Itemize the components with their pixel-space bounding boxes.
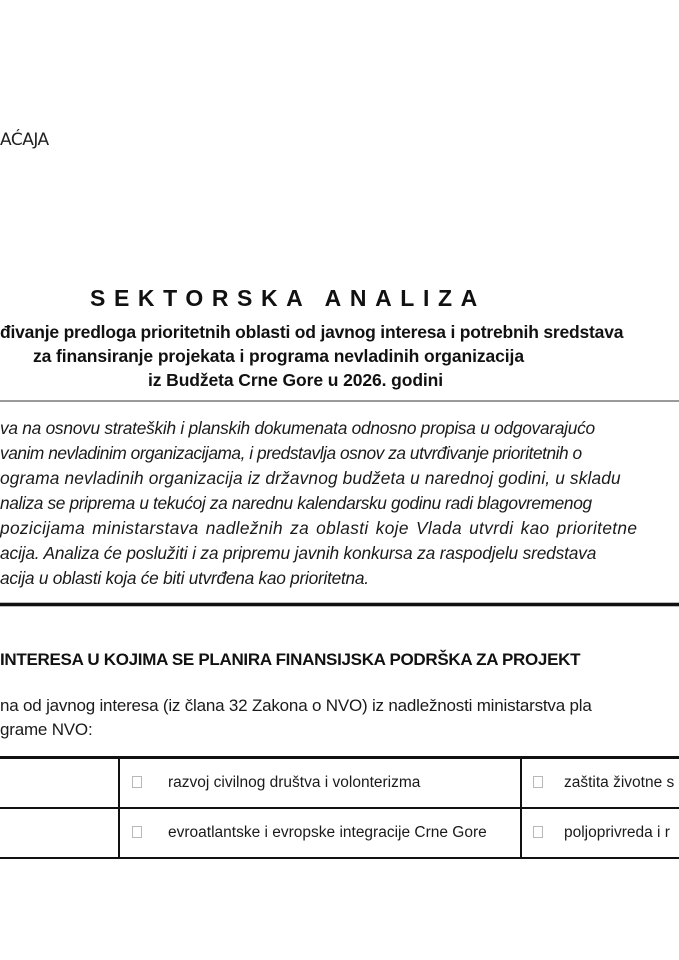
checkbox-agriculture[interactable] — [533, 826, 543, 838]
section-body-line: grame NVO: — [0, 720, 93, 739]
priority-areas-table — [0, 756, 679, 859]
table-row — [0, 758, 679, 809]
table-cell-option — [119, 758, 521, 809]
subtitle-line-2: za finansiranje projekata i programa nevladinih organizacija — [33, 346, 524, 366]
checkbox-civil-society[interactable] — [132, 776, 142, 788]
checkbox-environment[interactable] — [533, 776, 543, 788]
divider-thin — [0, 400, 679, 402]
intro-line: pozicijama ministarstava nadležnih za oblasti koje Vlada utvrdi kao prioritetne — [0, 518, 638, 538]
header-fragment: AĆAJA — [0, 130, 49, 150]
intro-line: ograma nevladinih organizacija iz državnog budžeta u narednoj godini, u skladu — [0, 468, 621, 488]
table-cell-empty — [0, 758, 119, 809]
intro-line: acija. Analiza će poslužiti i za pripremu javnih konkursa za raspodjelu sredstava — [0, 543, 597, 563]
option-label: poljoprivreda i r — [564, 824, 670, 841]
option-label: razvoj civilnog društva i volonterizma — [168, 774, 421, 791]
section-body-line: na od javnog interesa (iz člana 32 Zakona o NVO) iz nadležnosti ministarstva pla — [0, 696, 592, 715]
option-label: evroatlantske i evropske integracije Crne Gore — [168, 824, 487, 841]
subtitle-line-1: đivanje predloga prioritetnih oblasti od javnog interesa i potrebnih sredstava — [0, 322, 624, 342]
intro-line: va na osnovu strateških i planskih dokumenata odnosno propisa u odgovarajućo — [0, 418, 595, 438]
intro-line: vanim nevladinim organizacijama, i predstavlja osnov za utvrđivanje prioritetnih o — [0, 443, 582, 463]
table-cell-option — [119, 808, 521, 858]
section-heading: INTERESA U KOJIMA SE PLANIRA FINANSIJSKA PODRŠKA ZA PROJEKT — [0, 650, 581, 669]
divider-thick — [0, 603, 679, 606]
table-cell-empty — [0, 808, 119, 858]
document-title: SEKTORSKA ANALIZA — [90, 285, 486, 311]
intro-line: naliza se priprema u tekućoj za narednu kalendarsku godinu radi blagovremenog — [0, 493, 592, 513]
table-cell-option — [521, 758, 679, 809]
table-row — [0, 808, 679, 858]
subtitle-line-3: iz Budžeta Crne Gore u 2026. godini — [148, 370, 444, 390]
option-label: zaštita životne s — [564, 774, 675, 791]
table-cell-option — [521, 808, 679, 858]
intro-line: acija u oblasti koja će biti utvrđena kao prioritetna. — [0, 568, 369, 588]
checkbox-euro-integration[interactable] — [132, 826, 142, 838]
